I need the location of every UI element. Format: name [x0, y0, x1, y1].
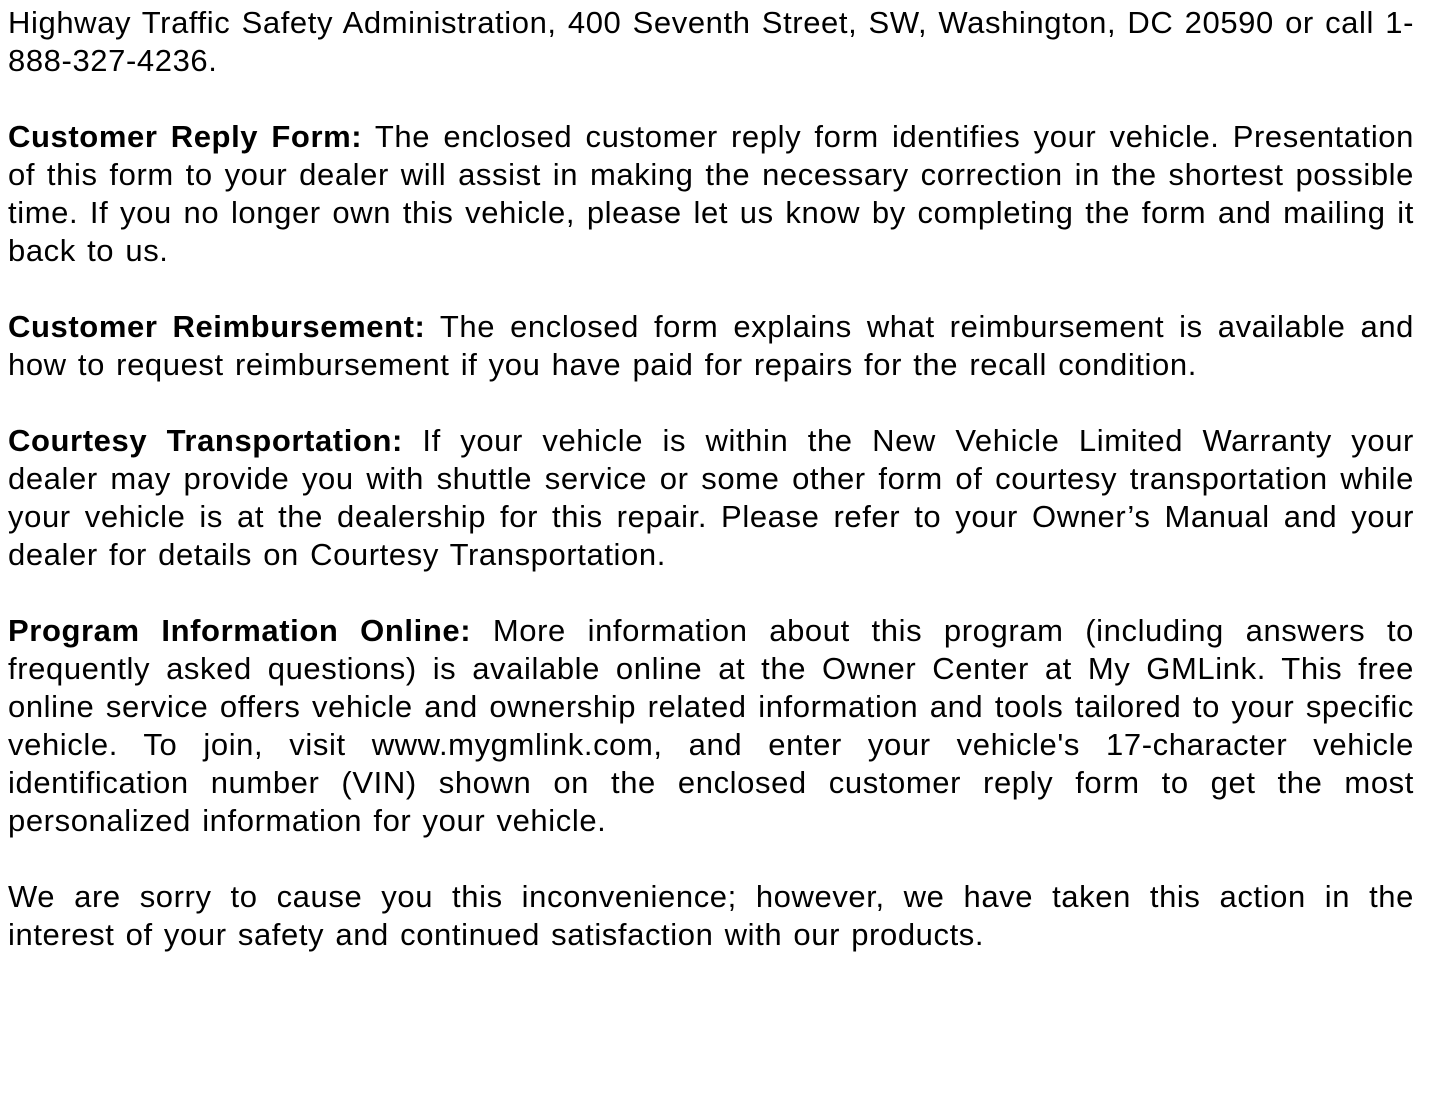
section-heading: Customer Reimbursement:	[8, 309, 426, 344]
paragraph-apology	[8, 878, 1414, 954]
section-heading: Customer Reply Form:	[8, 119, 363, 154]
paragraph-customer-reply-form	[8, 118, 1414, 270]
paragraph-text: The enclosed form explains what reimbursement is available and how to request reimbursement if you have paid for repairs for the recall condition.	[8, 309, 1414, 382]
paragraph-text: We are sorry to cause you this inconvenience; however, we have taken this action in the interest of your safety and continued satisfaction with our products.	[8, 879, 1414, 952]
paragraph-text: The enclosed customer reply form identifies your vehicle. Presentation of this form to your dealer will assist in making the necessary correction in the shortest possible time. If you no longer own this vehicle, please let us know by completing the form and mailing it back to us.	[8, 119, 1414, 268]
paragraph-text: If your vehicle is within the New Vehicle Limited Warranty your dealer may provide you with shuttle service or some other form of courtesy transportation while your vehicle is at the dealership for this repair. Please refer to your Owner’s Manual and your dealer for details on Courtesy Transportation.	[8, 423, 1414, 572]
paragraph-nhtsa-contact	[8, 4, 1414, 80]
section-heading: Program Information Online:	[8, 613, 472, 648]
paragraph-program-information-online	[8, 612, 1414, 840]
paragraph-customer-reimbursement	[8, 308, 1414, 384]
paragraph-text: More information about this program (including answers to frequently asked questions) is available online at the Owner Center at My GMLink. This free online service offers vehicle and ownership related information and tools tailored to your specific vehicle. To join, visit www.mygmlink.com, and enter your vehicle's 17-character vehicle identification number (VIN) shown on the enclosed customer reply form to get the most personalized information for your vehicle.	[8, 613, 1414, 838]
paragraph-courtesy-transportation	[8, 422, 1414, 574]
section-heading: Courtesy Transportation:	[8, 423, 403, 458]
paragraph-text: Highway Traffic Safety Administration, 400 Seventh Street, SW, Washington, DC 20590 or call 1-888-327-4236.	[8, 5, 1414, 78]
